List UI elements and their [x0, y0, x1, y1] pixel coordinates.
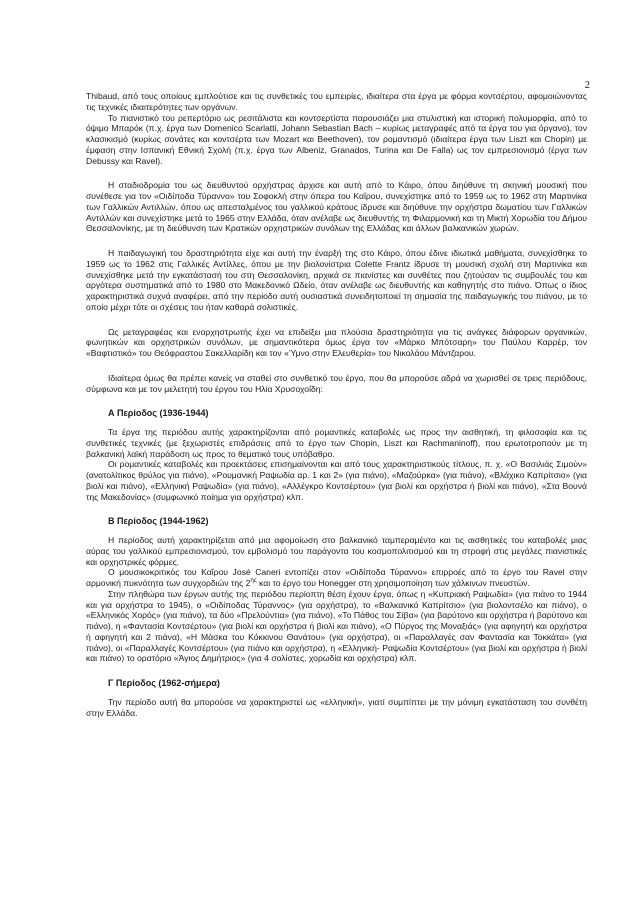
paragraph: Το πιανιστικό του ρεπερτόριο ως ρεσιτάλιστα και κοντσερτίστα παρουσιάζει μια στυλιστική και ιστορική πολυμορφία, από το όψιμο Μπαρόκ (π.χ. έργα των Domenico Scarlatti, Johann Sebastian Bach – κυρίως μεταγραφές από τα έργα του για όργανο), τον κλασικισμό (κυρίως σονάτες και κοντσέρτα των Mozart και Beethoven), τον ρομαντισμό (ιδιαίτερα έργα των Liszt και Chopin) με έμφαση στην Ισπανική Εθνική Σχολή (π.χ. έργα των Albeniz, Granados, Turina και De Falla) ως τον εμπρεσιονισμό (έργα των Debussy και Ravel). — [86, 112, 587, 166]
section-heading-b: Β Περίοδος (1944-1962) — [108, 516, 209, 527]
paragraph: Την περίοδο αυτή θα μπορούσε να χαρακτηριστεί ως «ελληνική», γιατί συμπίπτει με την μόνιμη εγκατάσταση του συνθέτη στην Ελλάδα. — [86, 696, 587, 718]
paragraph: Στην πληθώρα των έργων αυτής της περιόδου περίοπτη θέση έχουν έργα, όπως η «Κυπριακή Ραψωδία» (για πιάνο το 1944 και για ορχήστρα το 1945), ο «Οιδίποδας Τύραννος» (για ορχήστρα), το «Βαλκανικό Καπρίτσιο» (για βιολοντσέλο και πιάνο), ο «Ελληνικός Χορός» (για πιάνο), τα δύο «Πρελούντια» (για πιάνο), «Το Πάθος του Σίβα» (για βαρύτονο και ορχήστρα ή βαρύτονο και πιάνο), η «Φαντασία Κοντσέρτου» (για βιολί και ορχήστρα ή βιολί και πιάνο), «Ο Πύργος της Μοναξιάς» (για αφηγητή και ορχήστρα ή αφηγητή και 2 πιάνα), «Η Μάσκα του Κόκκινου Θανάτου» (για ορχήστρα), οι «Παραλλαγές σαν Φαντασία και Τοκκάτα» (για πιάνο), οι «Παραλλαγές Κοντσέρτου» (για πιάνο και ορχήστρα), η «Ελληνική- Ραψωδία Κοντσέρτου» (για βιολί και ορχήστρα ή βιολί και πιάνο) το ορατόριο «Άγιος Δημήτριος» (για 4 σολίστες, χορωδία και ορχήστρα) κλπ. — [86, 588, 587, 664]
section-heading-a: Α Περίοδος (1936-1944) — [108, 408, 209, 419]
paragraph: Ως μεταγραφέας και ενορχηστρωτής έχει να επιδείξει μια πλούσια δραστηριότητα για τις ανάγκες διάφορων οργανικών, φωνητικών και ορχηστρικών συνόλων, με σημαντικότερα όμως έργα τον «Μάρκο Μπότσαρη» του Παύλου Καρρέρ, τον «Βαφτιστικό» του Θεόφραστου Σακελλαρίδη και τον «Ύμνο στην Ελευθερία» του Νικολάου Μάντζαρου. — [86, 326, 587, 358]
page-number: 2 — [584, 80, 590, 91]
paragraph-text: Ο μουσικοκριτικός του Καΐρου José Caneri εντοπίζει στον «Οιδίποδα Τύραννο» επιρροές από το έργο του Ravel στην αρμονική πυκνότητα των συγχορδιών της 2 — [86, 567, 587, 588]
paragraph: Οι ρομαντικές καταβολές και προεκτάσεις επισημαίνονται και από τους χαρακτηριστικούς τίτλους, π. χ. «Ο Βασιλιάς Σιμούν» (ανατολίτικος θρύλος για πιάνο), «Ρουμανική Ραψωδία αρ. 1 και 2» (για πιάνο), «Μαζούρκα» (για πιάνο), «Βλάχικο Καπρίτσιο» (για βιολί και πιάνο), «Ελληνική Ραψωδία» (για πιάνο), «Αλλέγκρο Κοντσέρτου» (για βιολί και ορχήστρα ή βιολί και πιάνο), «Στα Βουνά της Μακεδονίας» (συμφωνικό ποίημα για ορχήστρα) κλπ. — [86, 459, 587, 502]
document-body — [86, 91, 587, 718]
superscript: ης — [250, 578, 257, 585]
paragraph: Η σταδιοδρομία του ως διευθυντού ορχήστρας άρχισε και αυτή από το Κάιρο, όπου διηύθυνε τη σκηνική μουσική που συνέθεσε για τον «Οιδίποδα Τύραννο» του Σοφοκλή στην όπερα του Καΐρου, συνεχίστηκε από το 1959 ως το 1962 στη Μαρτινίκα των Γαλλικών Αντιλλών, όπου ως απεσταλμένος του γαλλικού κράτους ίδρυσε και διηύθυνε την ορχήστρα δωματίου των Γαλλικών Αντιλλών και συνεχίστηκε μετά το 1965 στην Ελλάδα, όταν ανέλαβε ως διευθυντής τη Φιλαρμονική και τη Μικτή Χορωδία του Δήμου Θεσσαλονίκης, με τη διεύθυνση των Κρατικών ορχηστρικών συνόλων της Ελλάδας και άλλων βαλκανικών χωρών. — [86, 180, 587, 234]
paragraph-text: και το έργο του Honegger στη χρησιμοποίηση των χάλκινων πνευστών. — [256, 578, 530, 588]
paragraph — [86, 567, 587, 589]
paragraph: Τα έργα της περιόδου αυτής χαρακτηρίζονται από ρομαντικές καταβολές ως προς την αισθητική, τη φιλοσοφία και τις συνθετικές τεχνικές (με ξεχωριστές επιδράσεις από το έργο των Chopin, Liszt και Rachmaninoff), που ερωτοτροπούν με τη βαλκανική λαϊκή παράδοση ως προς το θεματικό τους υπόβαθρο. — [86, 427, 587, 459]
paragraph: Ιδιαίτερα όμως θα πρέπει κανείς να σταθεί στο συνθετικό του έργο, που θα μπορούσε αδρά να χωρισθεί σε τρεις περιόδους, σύμφωνα και με τον μελετητή του έργου του Ηλία Χρυσοχοΐδη: — [86, 372, 587, 394]
section-heading-c: Γ Περίοδος (1962-σήμερα) — [108, 678, 220, 688]
paragraph: Η περίοδος αυτή χαρακτηρίζεται από μια αφομοίωση στο βαλκανικό ταμπεραμέντο και τις αισθητικές του καταβολές μιας αύρας του γαλλικού εμπρεσιονισμού, τον εμβολισμό του παράγοντα του κοσμοπολιτισμού και τη στροφή στις μεγάλες πιανιστικές και ορχηστρικές φόρμες. — [86, 535, 587, 567]
paragraph: Thibaud, από τους οποίους εμπλούτισε και τις συνθετικές του εμπειρίες, ιδιαίτερα στα έργα με φόρμα κοντσέρτου, αφομοιώνοντας τις τεχνικές ιδιαιτερότητες των οργάνων. — [86, 91, 587, 112]
paragraph: Η παιδαγωγική του δραστηριότητα είχε και αυτή την έναρξή της στο Κάιρο, όπου έδινε ιδιωτικά μαθήματα, συνεχίσθηκε το 1959 ως το 1962 στις Γαλλικές Αντίλλες, όπου με την βιολονίστρια Colette Frantz ίδρυσε τη μουσική σχολή στη Μαρτινίκα και συνεχίσθηκε μετά την εγκατάστασή του στη Θεσσαλονίκη, αρχικά σε πιανίστες και συνθέτες που ζητούσαν τις συμβουλές του και αργότερα συστηματικά από το 1980 στο Μακεδονικό Ωδείο, όταν ανέλαβε ως διευθυντής και καθηγητής στο πιάνο. Όπως ο ίδιος χαρακτηριστικά συχνά αναφέρει, από την περίοδο αυτή ουσιαστικά συνειδητοποιεί τη σημασία της παιδαγωγικής του πιάνου, με το οποίο μέχρι τότε οι σχέσεις του ήταν καθαρά σολιστικές. — [86, 248, 587, 312]
